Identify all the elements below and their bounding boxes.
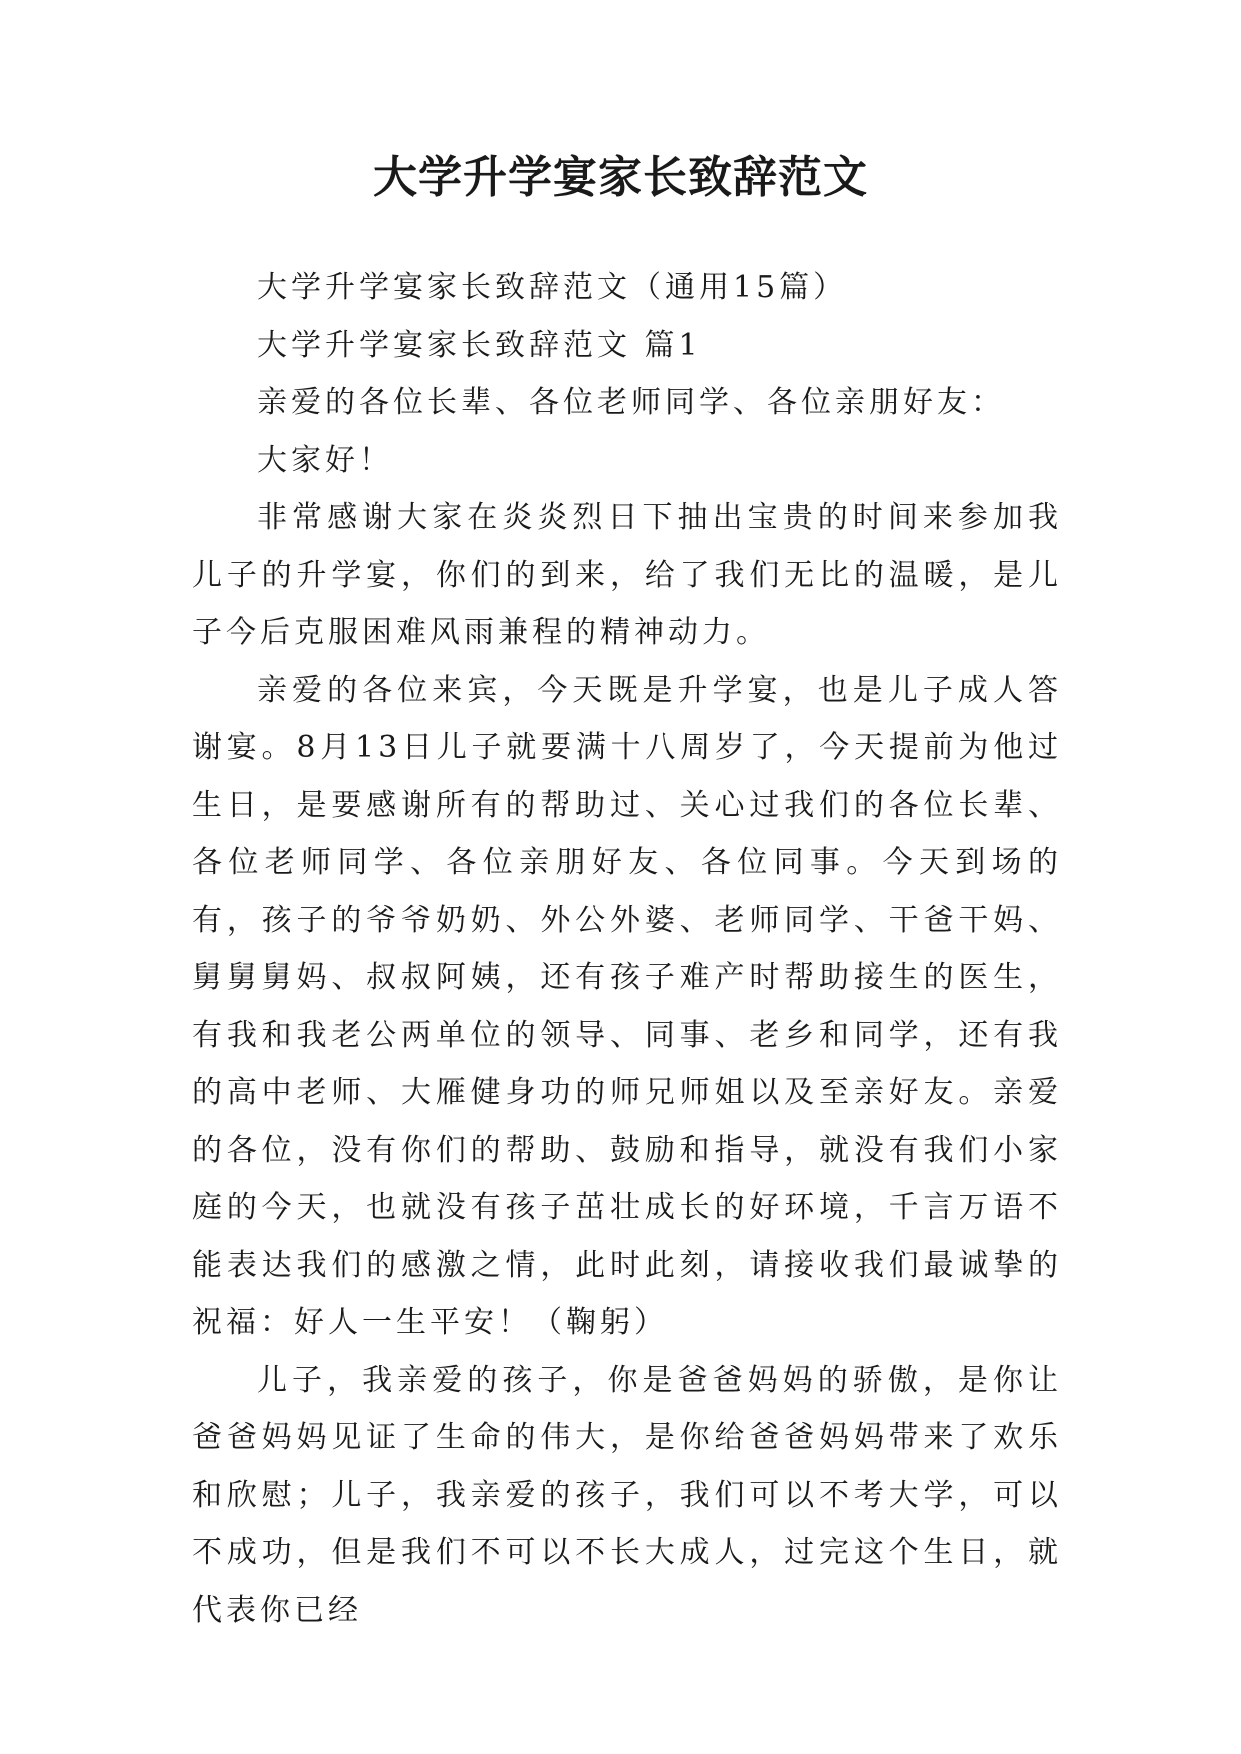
paragraph-body: 亲爱的各位来宾，今天既是升学宴，也是儿子成人答谢宴。8月13日儿子就要满十八周岁了，今天提前为他过生日，是要感谢所有的帮助过、关心过我们的各位长辈、各位老师同学、各位亲朋好友、各位同事。今天到场的有，孩子的爷爷奶奶、外公外婆、老师同学、干爸干妈、舅舅舅妈、叔叔阿姨，还有孩子难产时帮助接生的医生，有我和我老公两单位的领导、同事、老乡和同学，还有我的高中老师、大雁健身功的师兄师姐以及至亲好友。亲爱的各位，没有你们的帮助、鼓励和指导，就没有我们小家庭的今天，也就没有孩子茁壮成长的好环境，千言万语不能表达我们的感激之情，此时此刻，请接收我们最诚挚的祝福：好人一生平安！（鞠躬） xyxy=(192,672,1062,1340)
paragraph-section-heading: 大学升学宴家长致辞范文 篇1 xyxy=(257,327,702,363)
paragraph-body: 非常感谢大家在炎炎烈日下抽出宝贵的时间来参加我儿子的升学宴，你们的到来，给了我们无比的温暖，是儿子今后克服困难风雨兼程的精神动力。 xyxy=(192,500,1062,650)
paragraph-subtitle: 大学升学宴家长致辞范文（通用15篇） xyxy=(257,270,848,305)
document-body xyxy=(192,259,1062,1639)
paragraph-body: 儿子，我亲爱的孩子，你是爸爸妈妈的骄傲，是你让爸爸妈妈见证了生命的伟大，是你给爸爸妈妈带来了欢乐和欣慰；儿子，我亲爱的孩子，我们可以不考大学，可以不成功，但是我们不可以不长大成人，过完这个生日，就代表你已经 xyxy=(192,1362,1062,1628)
paragraph-greeting: 大家好！ xyxy=(257,442,393,478)
document-title: 大学升学宴家长致辞范文 xyxy=(373,152,868,203)
paragraph-salutation: 亲爱的各位长辈、各位老师同学、各位亲朋好友： xyxy=(257,385,1005,420)
